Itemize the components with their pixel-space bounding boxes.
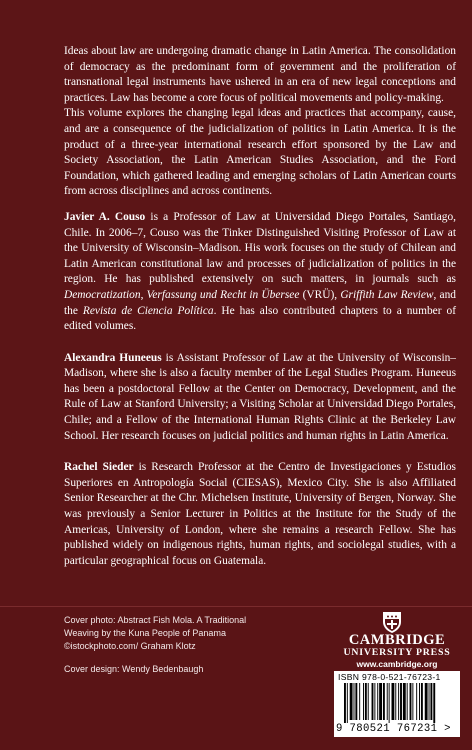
author-name-sieder: Rachel Sieder — [64, 461, 134, 474]
author-bio-couso: Javier A. Couso is a Professor of Law at Universidad Diego Portales, Santiago, Chile. In 2006–7, Couso was the Tinker Distinguished Visiting Professor of Law at the University of Wisconsin–Madison. His work focuses on the study of Chilean and Latin American constitutional law and processes of judicialization of politics in the region. He has published extensively on such matters, in journals such as Democratization, Verfassung und Recht in Übersee (VRÜ), Griffith Law Review, and the Revista de Ciencia Política. He has also contributed chapters to a number of edited volumes. — [64, 210, 457, 333]
publisher-url: www.cambridge.org — [356, 659, 438, 669]
barcode-digits: 9 780521 767231 > — [336, 723, 451, 735]
blurb-paragraph-2: This volume explores the changing legal ideas and practices that accompany, cause, and are a consequence of the judicialization of politics in Latin America. It is the product of a three-year international research effort sponsored by the Law and Society Association, the Latin American Studies Association, and the Ford Foundation, which gathered leading and emerging scholars of Latin American courts from across disciplines and across continents. — [64, 107, 456, 198]
cover-photo-credit: Cover photo: Abstract Fish Mola. A Traditional Weaving by the Kuna People of Panama ©istockphoto.com/ Graham Klotz — [64, 615, 247, 652]
barcode-panel — [334, 671, 460, 737]
author-bio-sieder: Rachel Sieder is Research Professor at the Centro de Investigaciones y Estudios Superiores en Antropología Social (CIESAS), Mexico City. She is also Affiliated Senior Researcher at the Chr. Michelsen Institute, University of Bergen, Norway. She was previously a Senior Lecturer in Politics at the Institute for the Study of the Americas, University of London, where she remains a research Fellow. She has published widely on indigenous rights, human rights, and sociolegal studies, with a particular geographical focus on Guatemala. — [64, 461, 456, 567]
barcode-image — [338, 683, 456, 723]
publisher-press: UNIVERSITY PRESS — [343, 647, 451, 658]
author-name-huneeus: Alexandra Huneeus — [64, 351, 162, 364]
blurb-text — [64, 44, 456, 569]
blurb-paragraph-1: Ideas about law are undergoing dramatic change in Latin America. The consolidation of democracy as the predominant form of government and the proliferation of transnational legal instruments have ushered in an era of new legal conceptions and practices. Law has become a core focus of political movements and policy-making. — [64, 45, 456, 104]
cover-credits — [64, 614, 264, 676]
isbn-label: ISBN 978-0-521-76723-1 — [338, 672, 441, 682]
author-name-couso: Javier A. Couso — [64, 210, 146, 223]
cover-design-credit: Cover design: Wendy Bedenbaugh — [64, 663, 204, 674]
publisher-name: CAMBRIDGE — [348, 632, 446, 648]
cambridge-crest-icon — [380, 610, 404, 634]
author-bio-huneeus: Alexandra Huneeus is Assistant Professor of Law at the University of Wisconsin–Madison, where she is also a faculty member of the Legal Studies Program. Huneeus has been a postdoctoral Fellow at the Center on Democracy, Development, and the Rule of Law at Stanford University; a Visiting Scholar at Universidad Diego Portales, Chile; and a Fellow of the International Human Rights Clinic at the Berkeley Law School. Her research focuses on judicial politics and human rights in Latin America. — [64, 351, 456, 442]
